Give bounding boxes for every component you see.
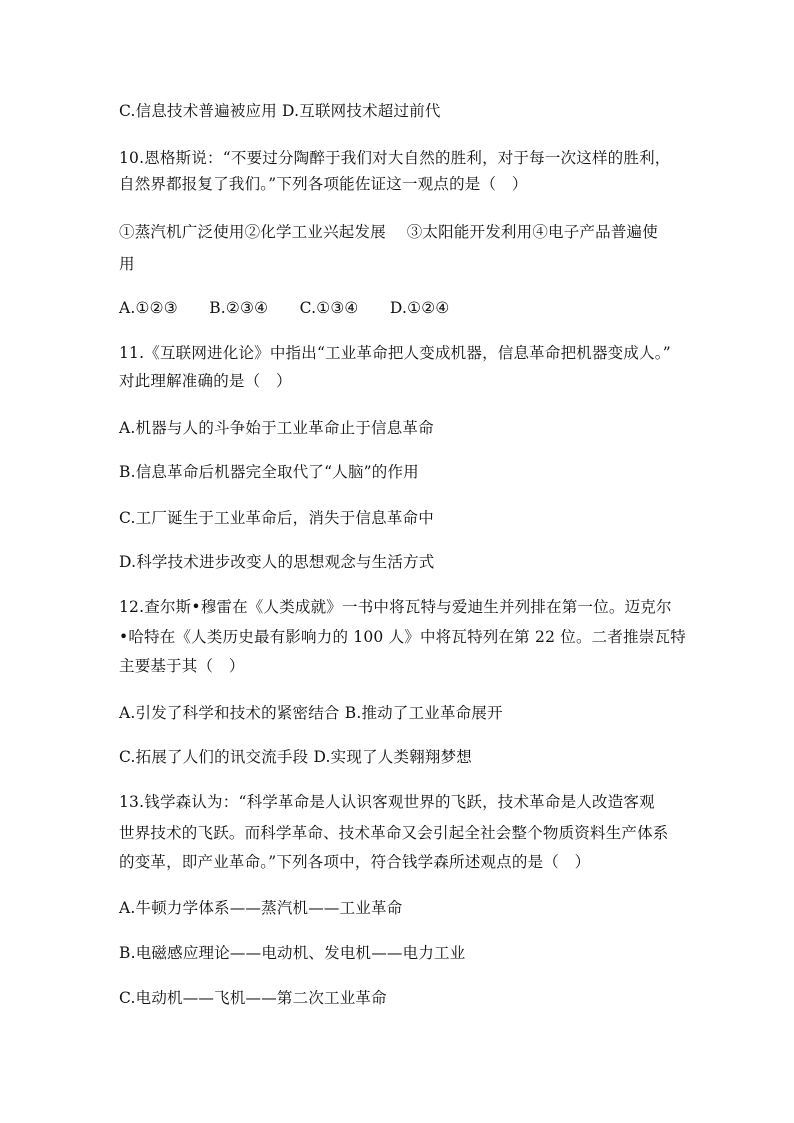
q11-stem-line-1: 11.《互联网进化论》中指出“工业革命把人变成机器，信息革命把机器变成人。”	[119, 344, 671, 362]
q10-stem-line-1: 10.恩格斯说：“不要过分陶醉于我们对大自然的胜利，对于每一次这样的胜利，	[119, 149, 671, 167]
q12-stem-line-2: •哈特在《人类历史最有影响力的 100 人》中将瓦特列在第 22 位。二者推崇瓦特	[119, 628, 686, 646]
q13-stem-line-1: 13.钱学森认为：“科学革命是人认识客观世界的飞跃，技术革命是人改造客观	[119, 793, 655, 811]
q10-options: A.①②③ B.②③④ C.①③④ D.①②④	[119, 299, 450, 317]
q10-stem-line-2: 自然界都报复了我们。”下列各项能佐证这一观点的是（ ）	[119, 175, 528, 193]
q11-stem-line-2: 对此理解准确的是（ ）	[119, 372, 292, 390]
q12-option-c-d: C.拓展了人们的讯交流手段 D.实现了人类翱翔梦想	[119, 748, 472, 766]
q12-stem-line-3: 主要基于其（ ）	[119, 657, 245, 675]
q13-option-c: C.电动机——飞机——第二次工业革命	[119, 989, 387, 1007]
q12-option-a-b: A.引发了科学和技术的紧密结合 B.推动了工业革命展开	[119, 704, 503, 722]
q13-option-a: A.牛顿力学体系——蒸汽机——工业革命	[119, 899, 403, 917]
q9-option-c-d: C.信息技术普遍被应用 D.互联网技术超过前代	[119, 102, 441, 120]
q13-stem-line-2: 世界技术的飞跃。而科学革命、技术革命又会引起全社会整个物质资料生产体系	[119, 824, 669, 842]
q10-items-line-1: ①蒸汽机广泛使用②化学工业兴起发展 ③太阳能开发利用④电子产品普遍使	[119, 223, 658, 241]
q11-option-c: C.工厂诞生于工业革命后，消失于信息革命中	[119, 509, 434, 527]
q13-option-b: B.电磁感应理论——电动机、发电机——电力工业	[119, 944, 466, 962]
q11-option-d: D.科学技术进步改变人的思想观念与生活方式	[119, 553, 435, 571]
q11-option-a: A.机器与人的斗争始于工业革命止于信息革命	[119, 419, 434, 437]
q13-stem-line-3: 的变革，即产业革命。”下列各项中，符合钱学森所述观点的是（ ）	[119, 853, 591, 871]
q12-stem-line-1: 12.查尔斯•穆雷在《人类成就》一书中将瓦特与爱迪生并列排在第一位。迈克尔	[119, 598, 672, 616]
q10-items-line-2: 用	[119, 255, 135, 273]
q11-option-b: B.信息革命后机器完全取代了“人脑”的作用	[119, 463, 419, 481]
